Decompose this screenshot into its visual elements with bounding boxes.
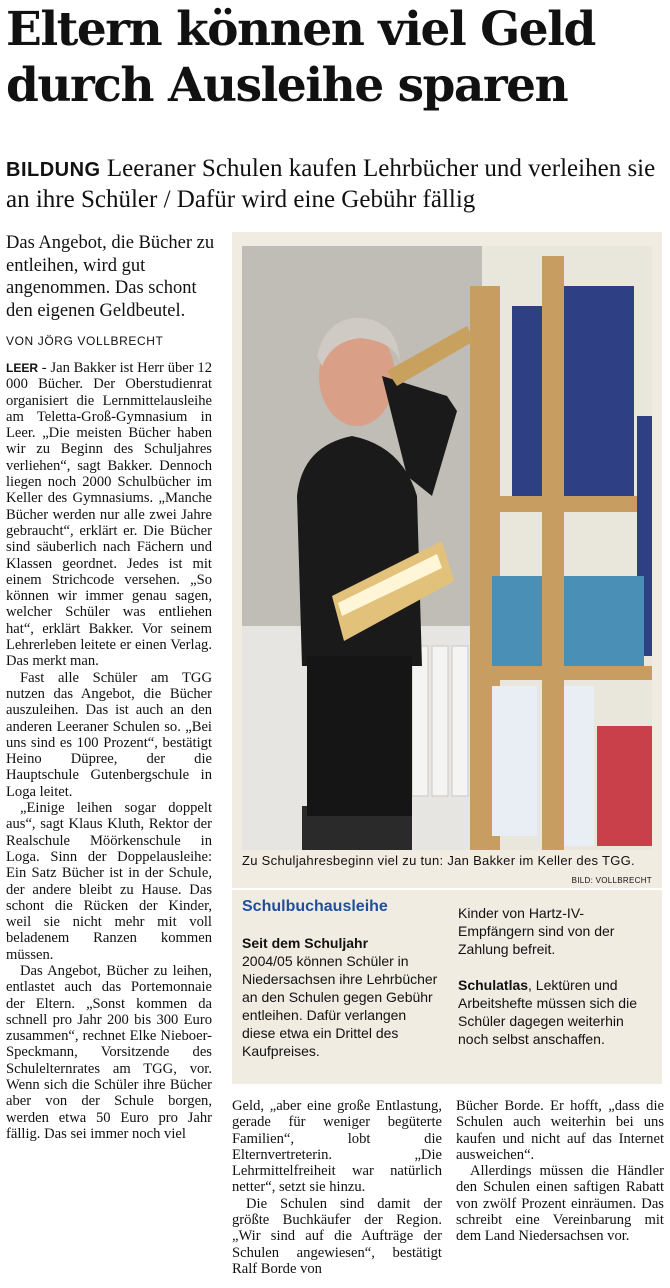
photo-credit: BILD: VOLLBRECHT [571, 876, 652, 885]
info-text: 2004/05 können Schüler in Niedersachsen ihre Lehrbücher an den Schulen gegen Gebühr entleihen. Dafür verlangen diese etwa ein Drittel des Kaufpreises. [242, 953, 438, 1059]
article-column-1 [6, 360, 212, 1142]
paragraph [6, 360, 212, 670]
photo-box [232, 232, 662, 888]
paragraph-text: - Jan Bakker ist Herr über 12 000 Bücher. Der Oberstudienrat organisiert die Lernmittelausleihe am Teletta-Groß-Gymnasium in Leer. „Die meisten Bücher haben wir zu Beginn des Schuljahres verliehen“, sagt Bakker. Dennoch liegen noch 2000 Schulbücher im Keller des Gymnasiums. „Manche Bücher werden nur alle zwei Jahre gebraucht“, erklärt er. Die Bücher sind säuberlich nach Fächern und Klassen geordnet. Jedes ist mit einem Strichcode versehen. „So können wir immer genau sagen, welcher Schüler was entliehen hat“, erklärt Bakker. Vor seinem Lehrerleben leitete er einen Verlag. Das merkt man. [6, 360, 212, 670]
paragraph: Fast alle Schüler am TGG nutzen das Angebot, die Bücher auszuleihen. Das ist auch an den anderen Leeraner Schulen so. „Bei uns sind es 100 Prozent“, bestätigt Heino Düpree, der die Hauptschule Gutenbergschule in Loga leitet. [6, 669, 212, 800]
paragraph: Allerdings müssen die Händler den Schulen einen saftigen Rabatt von zwölf Prozent einräumen. Das schreibt eine Vereinbarung mit dem Land Niedersachsen vor. [456, 1163, 664, 1245]
subheadline-block [6, 154, 666, 215]
info-lead: Schulatlas [458, 977, 529, 993]
info-box-title: Schulbuchausleihe [242, 898, 388, 915]
paragraph: Die Schulen sind damit der größte Buchkäufer der Region. „Wir sind auf die Aufträge der Schulen angewiesen“, bestätigt Ralf Borde von [232, 1195, 442, 1277]
headline: Eltern können viel Geld durch Ausleihe sparen [6, 2, 595, 113]
photo-caption: Zu Schuljahresbeginn viel zu tun: Jan Bakker im Keller des TGG. [242, 853, 635, 868]
info-text: , Lektüren und Arbeitshefte müssen sich die Schüler dagegen weiterhin noch selbst anschaffen. [458, 977, 637, 1047]
article-column-3 [456, 1098, 664, 1245]
paragraph: Bücher Borde. Er hofft, „dass die Schulen auch weiterhin bei uns kaufen und nicht auf das Internet ausweichen“. [456, 1098, 664, 1163]
info-box-left-column [242, 934, 438, 1060]
paragraph: Das Angebot, Bücher zu leihen, entlastet auch das Portemonnaie der Eltern. „Sonst kommen da schnell pro Jahr 200 bis 300 Euro zusammen“, rechnet Elke Nieboer-Speckmann, Vorsitzende des Schulelternrates am TGG, vor. Wenn sich die Schüler ihre Bücher aber von der Schule borgen, werden etwa 50 Euro pro Jahr fällig. Das sei immer noch viel [6, 962, 212, 1142]
photo-illustration [242, 246, 652, 850]
info-box-right-column [458, 904, 654, 1048]
info-lead: Seit dem Schuljahr [242, 935, 369, 951]
info-box [232, 890, 662, 1084]
info-paragraph [458, 976, 654, 1048]
teaser: Das Angebot, die Bücher zu entleihen, wird gut angenommen. Das schont den eigenen Geldbeutel. [6, 233, 215, 321]
paragraph: Geld, „aber eine große Entlastung, gerade für weniger begüterte Familien“, lobt die Elternvertreterin. „Die Lehrmittelfreiheit war natürlich netter“, setzt sie hinzu. [232, 1098, 442, 1196]
info-text: Kinder von Hartz-IV-Empfängern sind von der Zahlung befreit. [458, 905, 615, 957]
article-column-2 [232, 1098, 442, 1277]
dateline: LEER [6, 361, 39, 375]
photo-teacher-in-book-storage [242, 246, 652, 850]
subheadline: Leeraner Schulen kaufen Lehrbücher und verleihen sie an ihre Schüler / Dafür wird eine Gebühr fällig [6, 155, 656, 213]
byline: VON JÖRG VOLLBRECHT [6, 334, 164, 348]
kicker: BILDUNG [6, 159, 101, 181]
paragraph: „Einige leihen sogar doppelt aus“, sagt Klaus Kluth, Rektor der Realschule Möörkenschule in Loga. Sinn der Doppelausleihe: Ein Satz Bücher ist in der Schule, der andere bleibt zu Hause. Das schont die Rücken der Kinder, weil sie nicht mehr mit voll beladenem Ranzen kommen müssen. [6, 800, 212, 963]
